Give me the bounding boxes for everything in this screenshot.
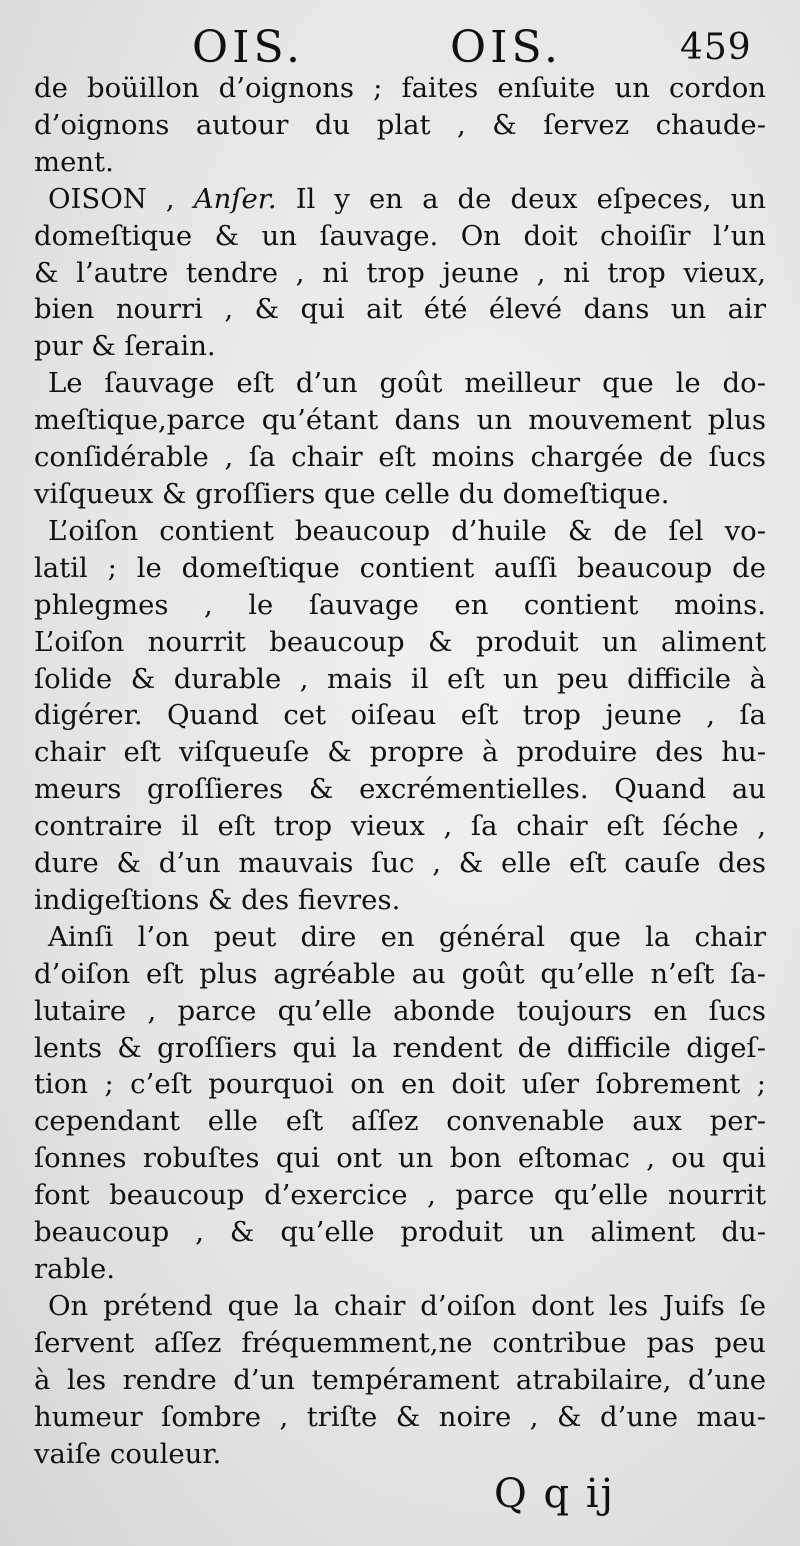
text-line: font beaucoup d’exercice , parce qu’elle nourrit — [34, 1179, 766, 1212]
text-line: Ainſi l’on peut dire en général que la chair — [48, 920, 766, 953]
text-line: rable. — [34, 1253, 115, 1285]
page-number: 459 — [680, 27, 752, 68]
text-line: conſidérable , ſa chair eſt moins chargée de ſucs — [34, 441, 766, 474]
text-line: chair eſt viſqueuſe & propre à produire des hu- — [34, 736, 766, 769]
printer-signature: Q q ij — [494, 1471, 616, 1517]
running-header — [0, 22, 800, 74]
text-line: beaucoup , & qu’elle produit un aliment du- — [34, 1216, 766, 1249]
text-line: lents & groſſiers qui la rendent de difficile digeſ- — [34, 1031, 766, 1064]
text-line: d’oiſon eſt plus agréable au goût qu’elle n’eſt ſa- — [34, 957, 766, 990]
text-line: latil ; le domeſtique contient auſſi beaucoup de — [34, 551, 766, 584]
text-line: pur & ſerain. — [34, 330, 216, 363]
text-line: tion ; c’eſt pourquoi on en doit uſer ſobrement ; — [34, 1068, 766, 1101]
text-line: indigeſtions & des fievres. — [34, 883, 401, 916]
text-line: contraire il eſt trop vieux , ſa chair eſt ſéche , — [34, 810, 766, 843]
text-line: digérer. Quand cet oiſeau eſt trop jeune , ſa — [34, 699, 766, 732]
text-line: ſonnes robuſtes qui ont un bon eſtomac , ou qui — [34, 1142, 766, 1175]
body-text — [34, 70, 766, 1472]
text-line: viſqueux & groſſiers que celle du domeſtique. — [34, 477, 670, 510]
entry-heading-line — [34, 181, 766, 218]
text-line: ment. — [34, 145, 114, 178]
text-line: vaiſe couleur. — [34, 1437, 222, 1470]
text-line: ſervent aſſez fréquemment,ne contribue pas peu — [34, 1326, 766, 1359]
text-line: d’oignons autour du plat , & ſervez chaude- — [34, 108, 766, 141]
text-line: & l’autre tendre , ni trop jeune , ni trop vieux, — [34, 256, 766, 289]
text-line: lutaire , parce qu’elle abonde toujours en ſucs — [34, 994, 766, 1027]
header-right-word: OIS. — [450, 22, 563, 73]
header-left-word: OIS. — [192, 22, 305, 73]
text-line: Le ſauvage eſt d’un goût meilleur que le do- — [48, 367, 766, 400]
text-line: L’oiſon nourrit beaucoup & produit un aliment — [34, 625, 766, 658]
text-line: phlegmes , le ſauvage en contient moins. — [34, 588, 766, 621]
latin-name: Anſer. — [193, 182, 277, 215]
text-line: humeur ſombre , triſte & noire , & d’une mau- — [34, 1400, 766, 1433]
text-line: dure & d’un mauvais ſuc , & elle eſt cauſe des — [34, 847, 766, 880]
text-line: cependant elle eſt aſſez convenable aux per- — [34, 1105, 766, 1138]
text-line: à les rendre d’un tempérament atrabilaire, d’une — [34, 1363, 766, 1396]
text-line: On prétend que la chair d’oiſon dont les Juifs ſe — [48, 1289, 766, 1322]
text-line: domeſtique & un ſauvage. On doit choiſir l’un — [34, 219, 766, 252]
text-line: bien nourri , & qui ait été élevé dans un air — [34, 293, 766, 326]
text-line: L’oiſon contient beaucoup d’huile & de ſel vo- — [48, 514, 766, 547]
entry-headword: OISON , — [48, 182, 194, 215]
text-line: ſolide & durable , mais il eſt un peu difficile à — [34, 662, 766, 695]
entry-heading-rest: Il y en a de deux eſpeces, un — [276, 182, 766, 215]
text-line: meurs groſſieres & excrémentielles. Quand au — [34, 773, 766, 806]
text-line: de boüillon d’oignons ; faites enſuite un cordon — [34, 72, 766, 104]
text-line: meſtique,parce qu’étant dans un mouvement plus — [34, 404, 766, 437]
